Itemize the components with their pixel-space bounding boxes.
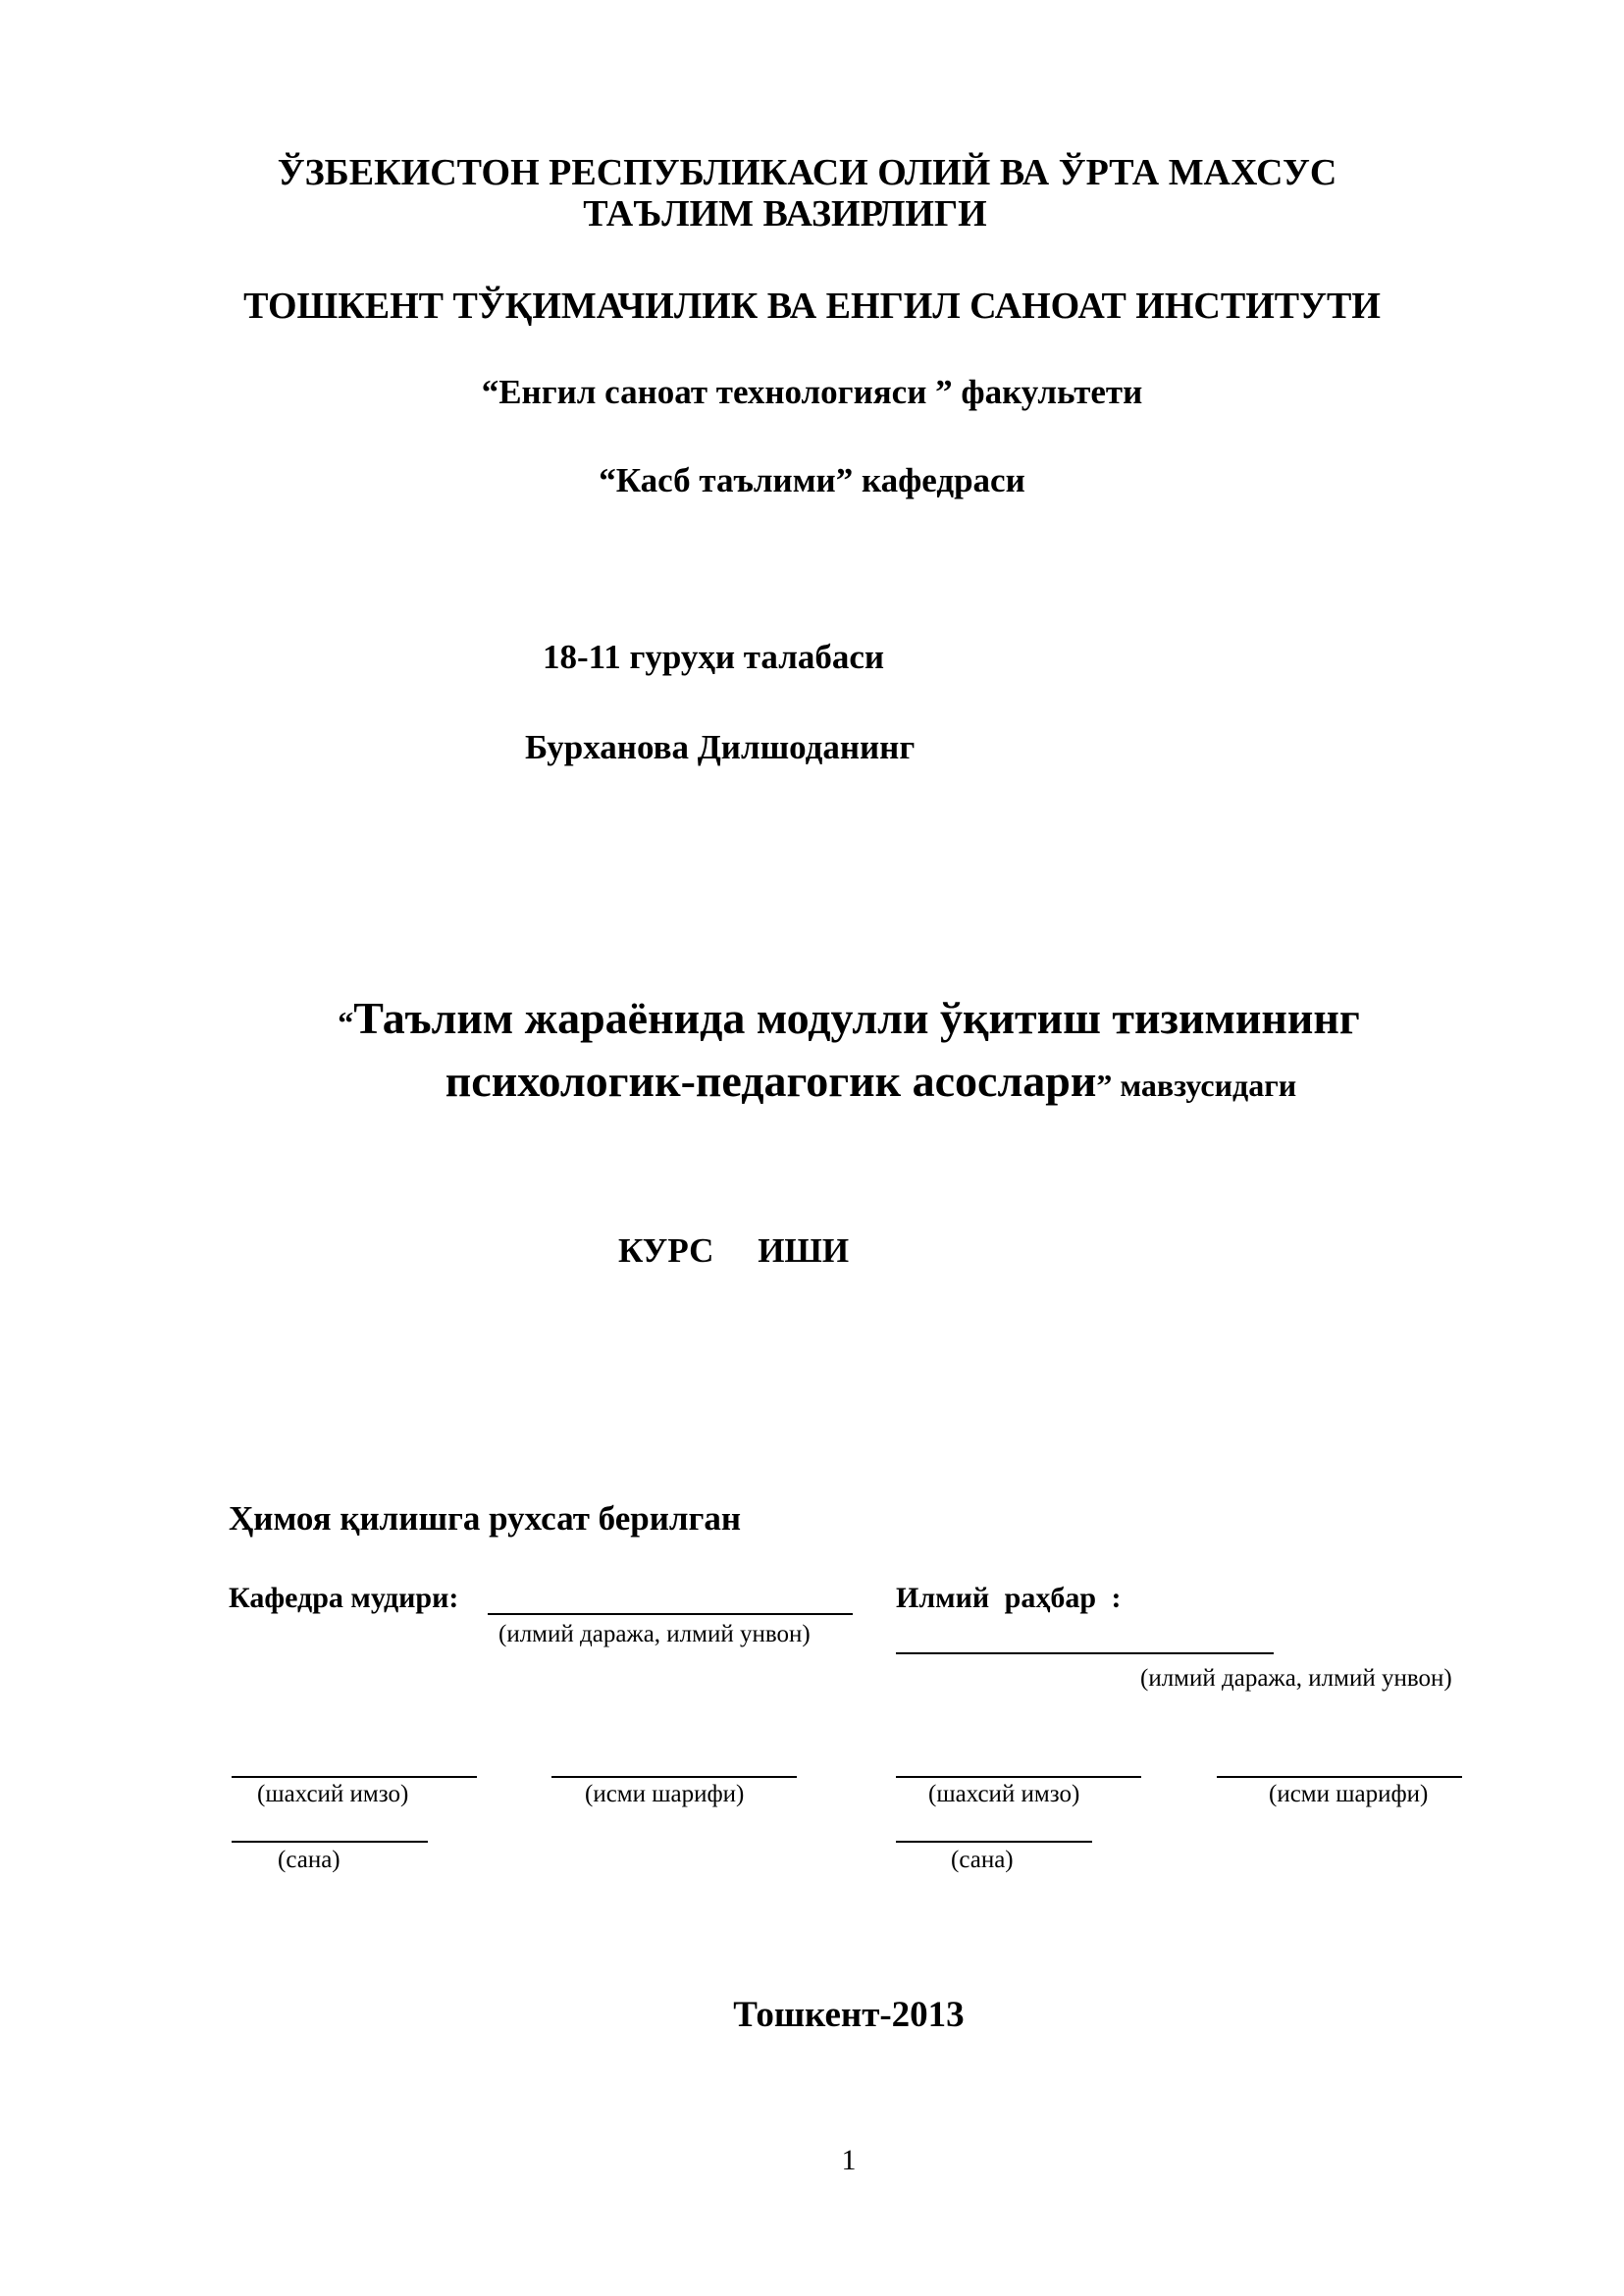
signature-line-right: [896, 1776, 1141, 1778]
date-line-right: [896, 1841, 1092, 1843]
topic-line-2: психологик-педагогик асослари: [445, 1056, 1097, 1106]
student-name: Бурханова Дилшоданинг: [525, 728, 916, 766]
date-caption-left: (сана): [278, 1847, 341, 1873]
signature-caption-right: (шахсий имзо): [928, 1781, 1080, 1807]
work-type: КУРС ИШИ: [618, 1231, 850, 1270]
name-caption-right: (исми шарифи): [1269, 1781, 1429, 1807]
topic-open-quote: “: [338, 1005, 354, 1040]
page-number: 1: [841, 2144, 857, 2176]
topic-close-quote: ”: [1096, 1068, 1113, 1103]
date-caption-right: (сана): [951, 1847, 1014, 1873]
department-head-line: [488, 1613, 853, 1615]
signature-caption-left: (шахсий имзо): [257, 1781, 409, 1807]
city-year: Тошкент-2013: [733, 1995, 965, 2035]
supervisor-line: [896, 1652, 1274, 1654]
name-line-left: [551, 1776, 797, 1778]
department-head-label: Кафедра мудири:: [229, 1582, 459, 1614]
topic-title: [0, 989, 1624, 1115]
supervisor-label: Илмий раҳбар :: [896, 1582, 1122, 1614]
permit-text: Ҳимоя қилишга рухсат берилган: [229, 1499, 742, 1538]
ministry-line-2: ТАЪЛИМ ВАЗИРЛИГИ: [583, 193, 987, 235]
ministry-heading: [0, 152, 1624, 235]
department-head-subcaption: (илмий даража, илмий унвон): [498, 1621, 811, 1647]
supervisor-subcaption: (илмий даража, илмий унвон): [1140, 1665, 1452, 1692]
name-line-right: [1217, 1776, 1462, 1778]
topic-suffix: мавзусидаги: [1112, 1068, 1297, 1103]
name-caption-left: (исми шарифи): [585, 1781, 745, 1807]
department-name: “Касб таълими” кафедраси: [599, 461, 1025, 499]
faculty-name: “Енгил саноат технологияси ” факультети: [481, 373, 1143, 411]
signature-line-left: [232, 1776, 477, 1778]
ministry-line-1: ЎЗБЕКИСТОН РЕСПУБЛИКАСИ ОЛИЙ ВА ЎРТА МАХСУС: [277, 152, 1337, 193]
student-group: 18-11 гуруҳи талабаси: [543, 638, 885, 676]
date-line-left: [232, 1841, 428, 1843]
topic-line-1: Таълим жараёнида модулли ўқитиш тизимининг: [353, 993, 1360, 1043]
institute-name: ТОШКЕНТ ТЎҚИМАЧИЛИК ВА ЕНГИЛ САНОАТ ИНСТИТУТИ: [243, 286, 1381, 327]
